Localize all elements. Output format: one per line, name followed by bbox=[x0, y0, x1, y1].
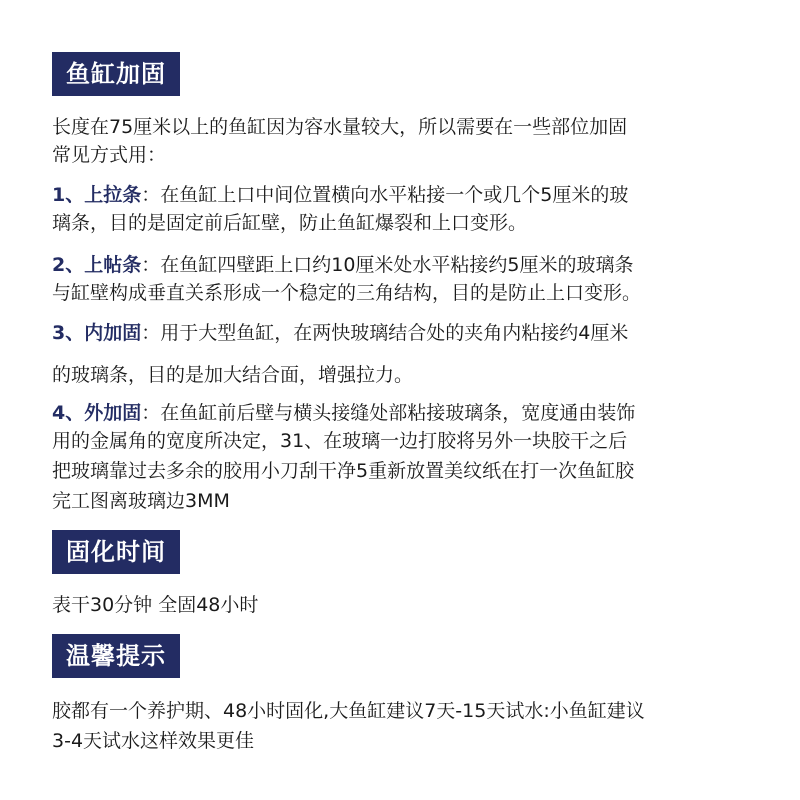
intro-line-2: 常见方式用： bbox=[52, 144, 167, 166]
item-1-label: 1、上拉条 bbox=[52, 184, 142, 206]
tips-line-1: 胶都有一个养护期、48小时固化,大鱼缸建议7天-15天试水:小鱼缸建议 bbox=[52, 700, 645, 722]
item-4-label: 4、外加固 bbox=[52, 402, 142, 424]
item-3-line-1 bbox=[52, 318, 772, 348]
tips-line-2: 3-4天试水这样效果更佳 bbox=[52, 730, 255, 752]
item-4-text-1: ：在鱼缸前后壁与横头接缝处部粘接玻璃条，宽度通由装饰 bbox=[141, 402, 636, 424]
heading-curing: 固化时间 bbox=[52, 530, 180, 574]
item-1-text-1: ：在鱼缸上口中间位置横向水平粘接一个或几个5厘米的玻 bbox=[141, 184, 629, 206]
item-1-line-1 bbox=[52, 180, 772, 210]
heading-reinforce: 鱼缸加固 bbox=[52, 52, 180, 96]
item-3-line-2: 的玻璃条，目的是加大结合面，增强拉力。 bbox=[52, 364, 414, 386]
item-4-line-3: 把玻璃靠过去多余的胶用小刀刮干净5重新放置美纹纸在打一次鱼缸胶 bbox=[52, 460, 635, 482]
item-4-line-4: 完工图离玻璃边3MM bbox=[52, 490, 230, 512]
item-1-line-2: 璃条，目的是固定前后缸壁，防止鱼缸爆裂和上口变形。 bbox=[52, 212, 528, 234]
item-2-label: 2、上帖条 bbox=[52, 254, 142, 276]
item-4-line-2: 用的金属角的宽度所决定，31、在玻璃一边打胶将另外一块胶干之后 bbox=[52, 430, 628, 452]
curing-text: 表干30分钟 全固48小时 bbox=[52, 594, 259, 616]
item-4-line-1 bbox=[52, 398, 772, 428]
heading-tips: 温馨提示 bbox=[52, 634, 180, 678]
item-2-line-1 bbox=[52, 250, 772, 280]
item-3-label: 3、内加固 bbox=[52, 322, 142, 344]
item-2-text-1: ：在鱼缸四壁距上口约10厘米处水平粘接约5厘米的玻璃条 bbox=[141, 254, 634, 276]
item-2-line-2: 与缸壁构成垂直关系形成一个稳定的三角结构，目的是防止上口变形。 bbox=[52, 282, 642, 304]
item-3-text-1: ：用于大型鱼缸，在两快玻璃结合处的夹角内粘接约4厘米 bbox=[141, 322, 629, 344]
intro-line-1: 长度在75厘米以上的鱼缸因为容水量较大，所以需要在一些部位加固 bbox=[52, 116, 628, 138]
